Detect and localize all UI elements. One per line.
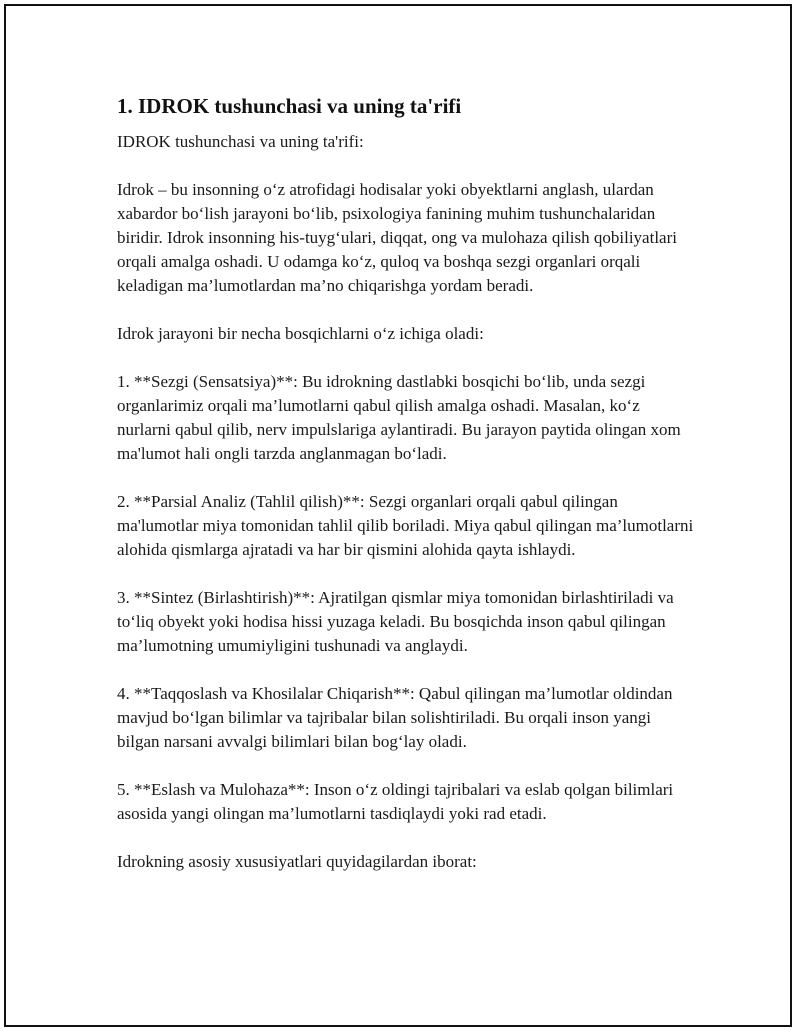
stage-2-paragraph: 2. **Parsial Analiz (Tahlil qilish)**: Sezgi organlari orqali qabul qilingan ma'lumotlar miya tomonidan tahlil qilib boriladi. Miya qabul qilingan ma’lumotlarni alohida qismlarga ajratadi va har bir qismini alohida qayta ishlaydi. (117, 492, 694, 559)
stage-4-paragraph: 4. **Taqqoslash va Khosilalar Chiqarish**: Qabul qilingan ma’lumotlar oldindan mavjud bo‘lgan bilimlar va tajribalar bilan solishtiriladi. Bu orqali inson yangi bilgan narsani avvalgi bilimlari bilan bog‘lay oladi. (117, 684, 673, 751)
stage-5-paragraph: 5. **Eslash va Mulohaza**: Inson o‘z oldingi tajribalari va eslab qolgan bilimlari asosida yangi olingan ma’lumotlarni tasdiqlaydi yoki rad etadi. (117, 780, 674, 823)
features-intro: Idrokning asosiy xususiyatlari quyidagilardan iborat: (117, 852, 477, 871)
stage-3-paragraph: 3. **Sintez (Birlashtirish)**: Ajratilgan qismlar miya tomonidan birlashtiriladi va to‘liq obyekt yoki hodisa hissi yuzaga keladi. Bu bosqichda inson qabul qilingan ma’lumotning umumiyligini tushunadi va anglaydi. (117, 588, 674, 655)
stages-intro: Idrok jarayoni bir necha bosqichlarni o‘z ichiga oladi: (117, 324, 484, 343)
definition-paragraph: Idrok – bu insonning o‘z atrofidagi hodisalar yoki obyektlarni anglash, ulardan xabardor bo‘lish jarayoni bo‘lib, psixologiya fanining muhim tushunchalaridan biridir. Idrok insonning his-tuyg‘ulari, diqqat, ong va mulohaza qilish qobiliyatlari orqali amalga oshadi. U odamga ko‘z, quloq va boshqa sezgi organlari orqali keladigan ma’lumotlardan ma’no chiqarishga yordam beradi. (117, 180, 677, 295)
stage-1-paragraph: 1. **Sezgi (Sensatsiya)**: Bu idrokning dastlabki bosqichi bo‘lib, unda sezgi organlarimiz orqali ma’lumotlarni qabul qilish amalga oshadi. Masalan, ko‘z nurlarni qabul qilib, nerv impulslariga aylantiradi. Bu jarayon paytida olingan xom ma'lumot hali ongli tarzda anglanmagan bo‘ladi. (117, 372, 681, 463)
document-body (117, 92, 697, 898)
intro-line: IDROK tushunchasi va uning ta'rifi: (117, 132, 364, 151)
section-heading: 1. IDROK tushunchasi va uning ta'rifi (117, 94, 462, 118)
